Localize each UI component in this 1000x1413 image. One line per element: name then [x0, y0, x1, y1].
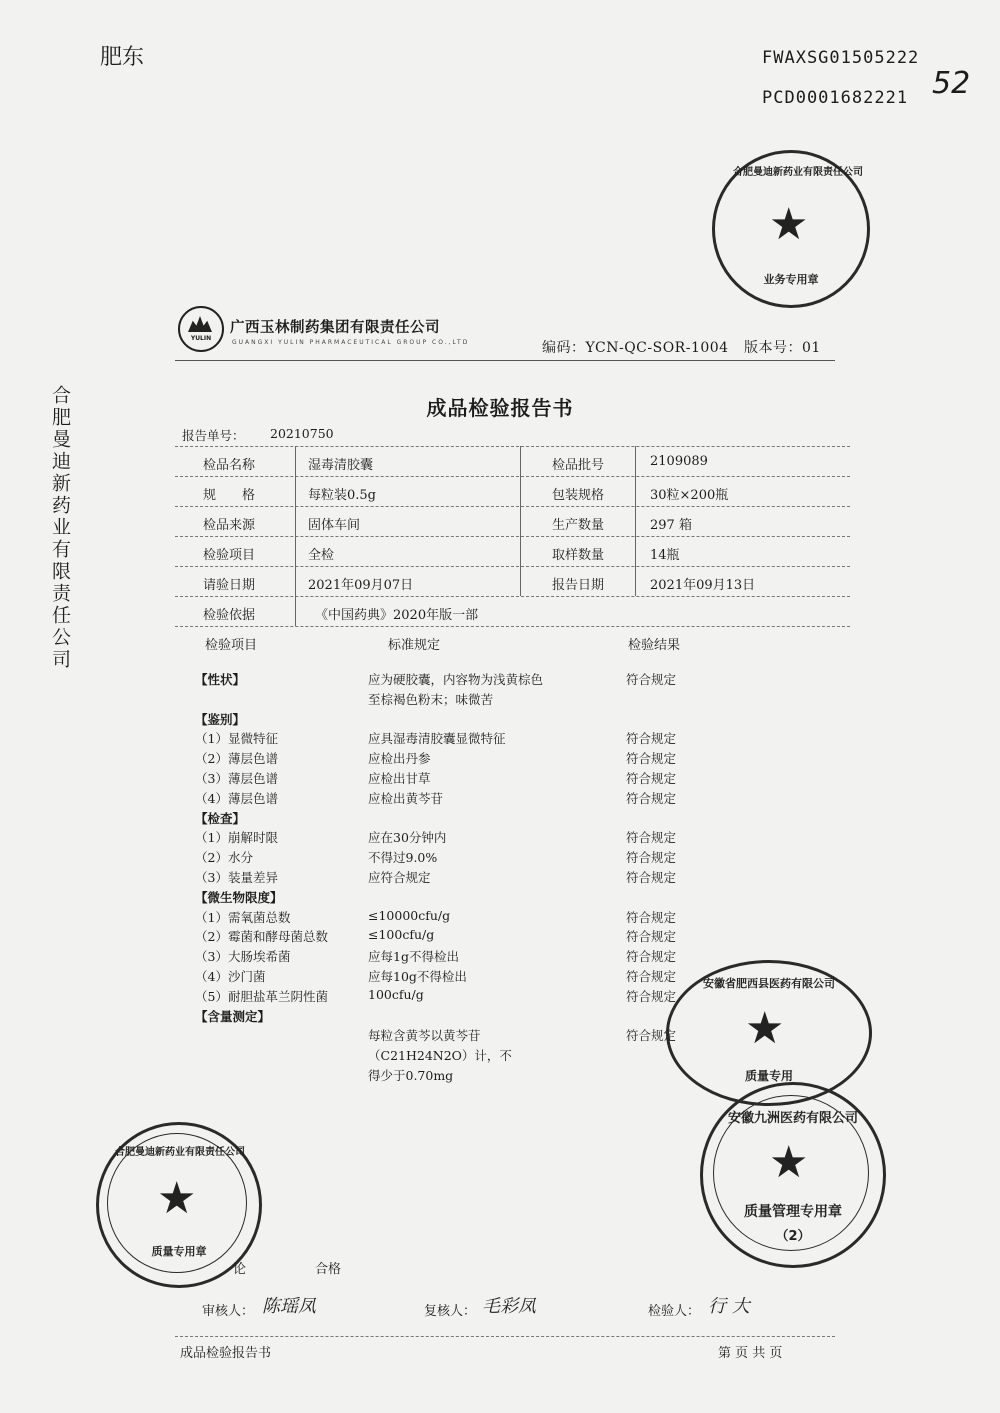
conclusion-label: 论	[233, 1262, 247, 1277]
seal-star-icon: ★	[769, 199, 809, 250]
result-value: 符合规定	[626, 989, 677, 1004]
result-standard: 至棕褐色粉末；味微苦	[368, 692, 494, 707]
conclusion-value: 合格	[315, 1262, 342, 1277]
result-standard: 100cfu/g	[368, 987, 424, 1002]
result-value: 符合规定	[626, 949, 677, 964]
review-label: 复核人：	[424, 1304, 477, 1319]
result-value: 符合规定	[626, 751, 677, 766]
result-item: （5）耐胆盐革兰阴性菌	[195, 989, 328, 1004]
result-standard: 得少于0.70mg	[368, 1068, 454, 1083]
doc-code: 编码：YCN-QC-SOR-1004	[542, 340, 729, 356]
result-item: 【性状】	[195, 672, 246, 687]
result-value: 符合规定	[626, 791, 677, 806]
col-header-standard: 标准规定	[388, 638, 441, 653]
info-value: 湿毒清胶囊	[308, 458, 374, 473]
basis-value: 《中国药典》2020年版一部	[315, 608, 479, 623]
company-logo: YULIN	[178, 306, 224, 352]
result-standard: 应每10g不得检出	[368, 969, 467, 984]
info-label: 检验项目	[203, 548, 256, 563]
result-value: 符合规定	[626, 771, 677, 786]
result-standard: 应具湿毒清胶囊显微特征	[368, 731, 506, 746]
info-label: 取样数量	[552, 548, 605, 563]
col-header-item: 检验项目	[205, 638, 258, 653]
doc-version: 版本号：01	[744, 340, 821, 356]
info-label: 包装规格	[552, 488, 605, 503]
result-item: 【检查】	[195, 811, 246, 826]
info-value: 297 箱	[650, 518, 692, 533]
result-item: （1）显微特征	[195, 731, 278, 746]
info-value: 2021年09月13日	[650, 578, 756, 593]
info-label: 检品批号	[552, 458, 605, 473]
info-value: 30粒×200瓶	[650, 488, 729, 503]
basis-label: 检验依据	[203, 608, 256, 623]
result-standard: 应为硬胶囊，内容物为浅黄棕色	[368, 672, 544, 687]
result-standard: 应符合规定	[368, 870, 431, 885]
result-item: 【含量测定】	[195, 1009, 271, 1024]
seal-star-icon: ★	[157, 1173, 197, 1224]
result-item: （2）水分	[195, 850, 253, 865]
info-value: 固体车间	[308, 518, 361, 533]
info-value: 全检	[308, 548, 335, 563]
info-label: 规 格	[203, 488, 256, 503]
result-item: （3）装量差异	[195, 870, 278, 885]
supplier-seal-middle: ★ 安徽省肥西县医药有限公司 质量专用	[666, 960, 872, 1106]
inspect-signature: 行 大	[708, 1296, 750, 1317]
result-item: （1）需氧菌总数	[195, 910, 291, 925]
approve-label: 审核人：	[202, 1304, 255, 1319]
col-header-result: 检验结果	[628, 638, 681, 653]
result-value: 符合规定	[626, 731, 677, 746]
result-value: 符合规定	[626, 910, 677, 925]
result-value: 符合规定	[626, 830, 677, 845]
side-company-text: 合肥曼迪新药业有限责任公司	[49, 385, 71, 671]
seal-star-icon: ★	[745, 1003, 785, 1054]
result-value: 符合规定	[626, 672, 677, 687]
result-standard: 应在30分钟内	[368, 830, 447, 845]
result-item: （3）薄层色谱	[195, 771, 278, 786]
result-standard: 每粒含黄芩以黄芩苷	[368, 1028, 481, 1043]
result-standard: 应检出甘草	[368, 771, 431, 786]
result-standard: ≤10000cfu/g	[368, 908, 451, 923]
report-no-label: 报告单号：	[182, 428, 245, 443]
info-value: 14瓶	[650, 548, 680, 563]
page-mark: 52	[932, 66, 971, 101]
footer-left: 成品检验报告书	[180, 1346, 272, 1361]
result-standard: ≤100cfu/g	[368, 927, 435, 942]
info-value: 2109089	[650, 454, 708, 469]
traceability-code-2: PCD0001682221	[762, 88, 909, 108]
result-item: （2）霉菌和酵母菌总数	[195, 929, 328, 944]
company-name: 广西玉林制药集团有限责任公司	[230, 320, 440, 336]
info-label: 检品来源	[203, 518, 256, 533]
result-value: 符合规定	[626, 969, 677, 984]
result-value: 符合规定	[626, 870, 677, 885]
info-label: 生产数量	[552, 518, 605, 533]
result-standard: 应检出丹参	[368, 751, 431, 766]
result-item: （1）崩解时限	[195, 830, 278, 845]
inspect-label: 检验人：	[648, 1304, 701, 1319]
result-item: （4）薄层色谱	[195, 791, 278, 806]
result-item: （2）薄层色谱	[195, 751, 278, 766]
traceability-code-1: FWAXSG01505222	[762, 48, 920, 68]
result-standard: 应每1g不得检出	[368, 949, 459, 964]
info-label: 请验日期	[203, 578, 256, 593]
result-standard: 应检出黄芩苷	[368, 791, 444, 806]
result-item: 【微生物限度】	[195, 890, 283, 905]
quality-seal-bottom-right: ★ 安徽九洲医药有限公司 质量管理专用章 （2）	[700, 1082, 886, 1268]
result-value: 符合规定	[626, 850, 677, 865]
company-name-en: GUANGXI YULIN PHARMACEUTICAL GROUP CO.,LTD	[232, 339, 470, 346]
result-item: （4）沙门菌	[195, 969, 266, 984]
info-value: 2021年09月07日	[308, 578, 414, 593]
report-no-value: 20210750	[270, 426, 334, 441]
company-seal-top: ★ 合肥曼迪新药业有限责任公司 业务专用章	[712, 150, 870, 308]
result-standard: （C21H24N2O）计，不	[368, 1048, 512, 1063]
result-value: 符合规定	[626, 1028, 677, 1043]
header-rule	[175, 360, 835, 361]
result-standard: 不得过9.0%	[368, 850, 438, 865]
handwritten-note: 肥东	[100, 45, 145, 70]
review-signature: 毛彩凤	[482, 1296, 536, 1317]
report-title: 成品检验报告书	[426, 396, 574, 420]
approve-signature: 陈瑶凤	[262, 1296, 316, 1317]
info-label: 报告日期	[552, 578, 605, 593]
result-item: 【鉴别】	[195, 712, 246, 727]
seal-star-icon: ★	[769, 1137, 809, 1188]
result-value: 符合规定	[626, 929, 677, 944]
footer-rule	[175, 1336, 835, 1337]
result-item: （3）大肠埃希菌	[195, 949, 291, 964]
info-value: 每粒装0.5g	[308, 488, 376, 503]
quality-seal-bottom-left: ★ 合肥曼迪新药业有限责任公司 质量专用章	[96, 1122, 262, 1288]
info-label: 检品名称	[203, 458, 256, 473]
footer-right: 第 页 共 页	[718, 1346, 783, 1361]
